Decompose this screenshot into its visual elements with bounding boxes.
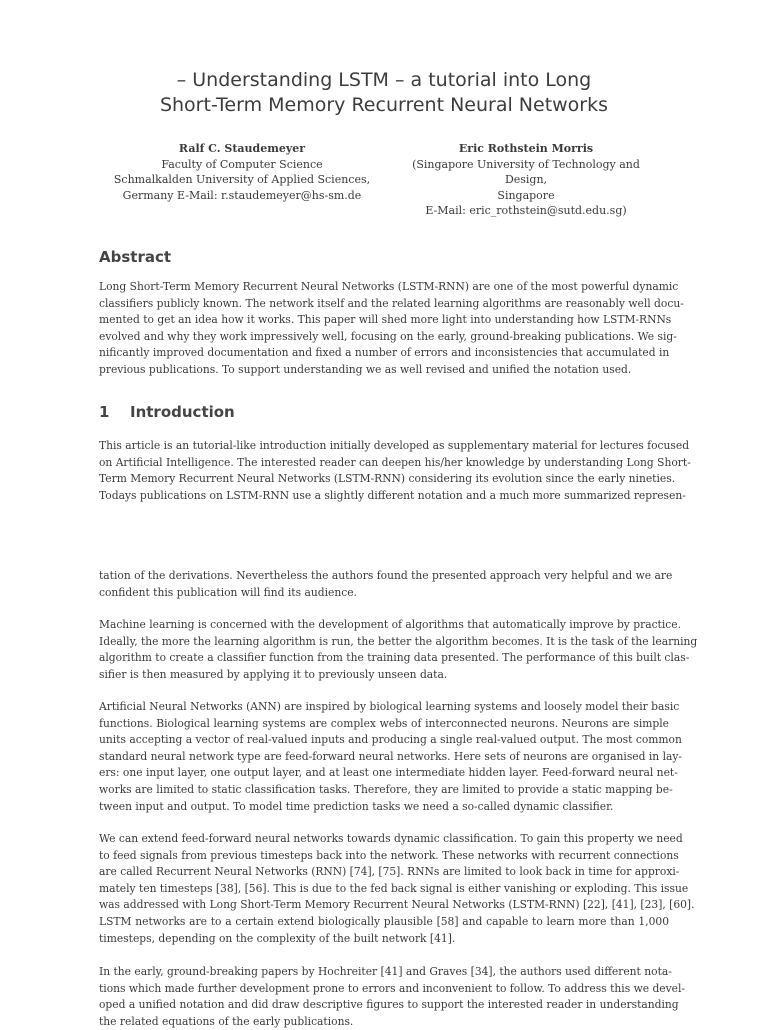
author-affiliation: Schmalkalden University of Applied Sciences, [113, 173, 371, 186]
author-affiliation: Faculty of Computer Science [161, 157, 323, 171]
text-line: standard neural network type are feed-forward neural networks. Here sets of neurons are organised in lay- [99, 749, 683, 763]
text-line: to feed signals from previous timesteps back into the network. These networks with recurrent connections [99, 848, 679, 862]
author-block [394, 141, 658, 219]
text-line: Artificial Neural Networks (ANN) are inspired by biological learning systems and loosely model their basic [99, 700, 680, 713]
text-line: evolved and why they work impressively well, focusing on the early, ground-breaking publications. We sig- [99, 329, 677, 343]
section-number: 1 [99, 403, 110, 421]
text-line: This article is an tutorial-like introduction initially developed as supplementary material for lectures focused [99, 439, 690, 452]
text-line: We can extend feed-forward neural networks towards dynamic classification. To gain this property we need [99, 832, 683, 845]
text-line: Ideally, the more the learning algorithm is run, the better the algorithm becomes. It is the task of the learning [99, 634, 698, 648]
text-line: timesteps, depending on the complexity of the built network [41]. [99, 931, 456, 945]
text-line: mented to get an idea how it works. This paper will shed more light into understanding how LSTM-RNNs [99, 313, 672, 327]
title-line: Short-Term Memory Recurrent Neural Networks [159, 94, 609, 116]
text-line: classifiers publicly known. The network itself and the related learning algorithms are reasonably well docu- [99, 296, 684, 310]
text-line: In the early, ground-breaking papers by Hochreiter [41] and Graves [34], the authors used different nota- [99, 965, 672, 978]
intro-paragraph-continued [99, 568, 673, 601]
text-line: works are limited to static classification tasks. Therefore, they are limited to provide a static mapping be- [99, 782, 673, 796]
text-line: oped a unified notation and did draw descriptive figures to support the interested reader in understanding [99, 998, 679, 1012]
text-line: LSTM networks are to a certain extend biologically plausible [58] and capable to learn more than 1,000 [99, 914, 669, 928]
text-line: Long Short-Term Memory Recurrent Neural Networks (LSTM-RNN) are one of the most powerful dynamic [99, 280, 679, 293]
body-paragraph [99, 831, 695, 947]
text-line: Todays publications on LSTM-RNN use a slightly different notation and a much more summarized represen- [99, 488, 686, 502]
text-line: ers: one input layer, one output layer, and at least one intermediate hidden layer. Feed-forward neural net- [99, 766, 678, 780]
text-line: algorithm to create a classifier function from the training data presented. The performance of this built clas- [99, 651, 690, 665]
text-line: sifier is then measured by applying it to previously unseen data. [99, 667, 448, 681]
text-line: Term Memory Recurrent Neural Networks (LSTM-RNN) considering its evolution since the early nineties. [99, 472, 676, 486]
author-email: E-Mail: eric_rothstein@sutd.edu.sg) [425, 204, 627, 217]
text-line: mately ten timesteps [38], [56]. This is due to the fed back signal is either vanishing or exploding. This issue [99, 881, 689, 895]
author-name: Ralf C. Staudemeyer [178, 142, 306, 155]
paper-title [0, 68, 768, 118]
body-paragraph [99, 964, 686, 1030]
text-line: tions which made further development prone to errors and inconvenient to follow. To address this we devel- [99, 981, 686, 995]
text-line: functions. Biological learning systems are complex webs of interconnected neurons. Neurons are simple [99, 716, 669, 730]
text-line: are called Recurrent Neural Networks (RNN) [74], [75]. RNNs are limited to look back in time for approxi- [99, 865, 680, 879]
text-line: the related equations of the early publications. [99, 1014, 354, 1028]
text-line: Machine learning is concerned with the development of algorithms that automatically improve by practice. [99, 618, 681, 631]
author-block [110, 141, 374, 203]
text-line: tation of the derivations. Nevertheless the authors found the presented approach very helpful and we are [99, 569, 673, 582]
text-line: units accepting a vector of real-valued inputs and producing a single real-valued output. The most common [99, 733, 682, 747]
title-line: – Understanding LSTM – a tutorial into Long [176, 69, 592, 91]
author-affiliation: (Singapore University of Technology and Design, [412, 157, 640, 186]
author-name: Eric Rothstein Morris [458, 142, 594, 155]
abstract-paragraph [99, 279, 684, 379]
text-line: was addressed with Long Short-Term Memory Recurrent Neural Networks (LSTM-RNN) [22], [41], [23], [60]. [99, 898, 695, 912]
intro-paragraph [99, 438, 691, 504]
text-line: on Artificial Intelligence. The interested reader can deepen his/her knowledge by understanding Long Short- [99, 455, 691, 469]
text-line: previous publications. To support understanding we as well revised and unified the notation used. [99, 362, 632, 376]
body-paragraph [99, 699, 683, 815]
author-email: Germany E-Mail: r.staudemeyer@hs-sm.de [122, 188, 362, 202]
body-paragraph [99, 617, 698, 683]
section-heading [99, 403, 235, 421]
text-line: tween input and output. To model time prediction tasks we need a so-called dynamic classifier. [99, 799, 614, 813]
section-title: Introduction [130, 403, 235, 421]
author-affiliation: Singapore [497, 188, 555, 202]
abstract-heading: Abstract [99, 248, 172, 266]
text-line: nificantly improved documentation and fixed a number of errors and inconsistencies that accumulated in [99, 346, 670, 360]
text-line: confident this publication will find its audience. [99, 585, 357, 599]
